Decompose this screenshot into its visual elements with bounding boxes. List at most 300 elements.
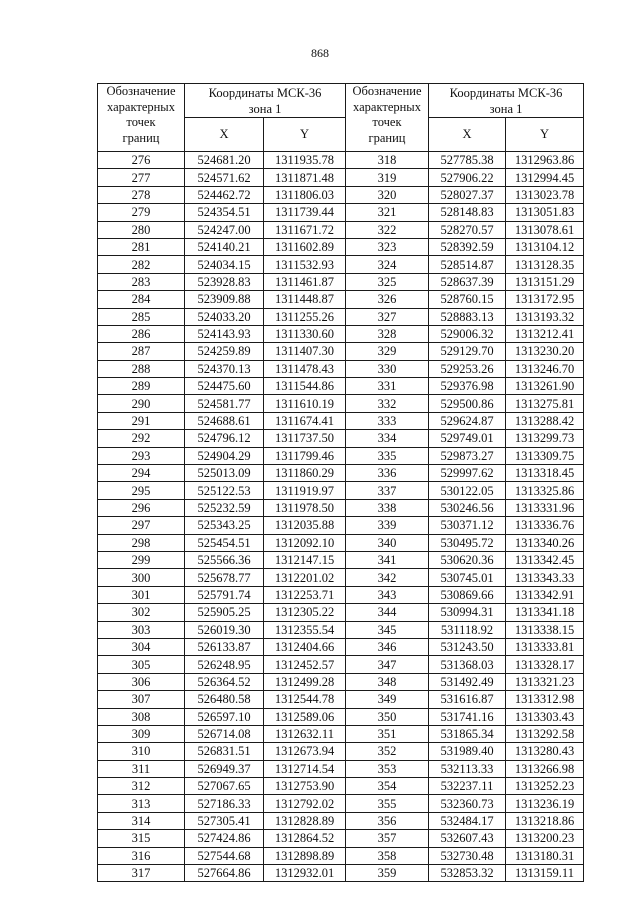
header-point-line: Обозначение: [106, 84, 176, 98]
y-coordinate-cell: 1313312.98: [506, 691, 584, 708]
point-number-cell: 320: [346, 186, 429, 203]
x-coordinate-cell: 531616.87: [429, 691, 506, 708]
y-coordinate-cell: 1313275.81: [506, 395, 584, 412]
y-coordinate-cell: 1311806.03: [264, 186, 346, 203]
point-number-cell: 310: [98, 743, 185, 760]
y-coordinate-cell: 1313051.83: [506, 204, 584, 221]
y-coordinate-cell: 1311478.43: [264, 360, 346, 377]
table-row: [346, 499, 584, 516]
y-coordinate-cell: 1312753.90: [264, 778, 346, 795]
y-coordinate-cell: 1313331.96: [506, 499, 584, 516]
y-coordinate-cell: 1312035.88: [264, 517, 346, 534]
y-coordinate-cell: 1312828.89: [264, 812, 346, 829]
y-coordinate-cell: 1313343.33: [506, 569, 584, 586]
x-coordinate-cell: 530495.72: [429, 534, 506, 551]
y-coordinate-cell: 1313151.29: [506, 273, 584, 290]
point-number-cell: 281: [98, 238, 185, 255]
x-coordinate-cell: 529749.01: [429, 430, 506, 447]
x-coordinate-cell: 530122.05: [429, 482, 506, 499]
x-coordinate-cell: 532853.32: [429, 865, 506, 882]
point-number-cell: 319: [346, 169, 429, 186]
x-coordinate-cell: 526597.10: [185, 708, 264, 725]
y-coordinate-cell: 1312201.02: [264, 569, 346, 586]
table-row: [346, 169, 584, 186]
y-coordinate-cell: 1312714.54: [264, 760, 346, 777]
x-coordinate-cell: 525905.25: [185, 604, 264, 621]
y-coordinate-cell: 1313230.20: [506, 343, 584, 360]
x-coordinate-cell: 529500.86: [429, 395, 506, 412]
x-coordinate-cell: 524475.60: [185, 378, 264, 395]
point-number-cell: 349: [346, 691, 429, 708]
point-number-cell: 328: [346, 325, 429, 342]
table-row: [98, 569, 346, 586]
table-row: [98, 760, 346, 777]
table-row: [98, 308, 346, 325]
point-number-cell: 278: [98, 186, 185, 203]
x-coordinate-cell: 531243.50: [429, 638, 506, 655]
header-point-designation: [346, 84, 429, 152]
y-coordinate-cell: 1311978.50: [264, 499, 346, 516]
table-row: [346, 865, 584, 882]
y-coordinate-cell: 1313288.42: [506, 412, 584, 429]
table-row: [346, 291, 584, 308]
x-coordinate-cell: 529253.26: [429, 360, 506, 377]
point-number-cell: 301: [98, 586, 185, 603]
y-coordinate-cell: 1313321.23: [506, 673, 584, 690]
x-coordinate-cell: 532607.43: [429, 830, 506, 847]
point-number-cell: 338: [346, 499, 429, 516]
point-number-cell: 283: [98, 273, 185, 290]
table-row: [346, 325, 584, 342]
table-row: [98, 778, 346, 795]
table-row: [346, 830, 584, 847]
point-number-cell: 344: [346, 604, 429, 621]
y-coordinate-cell: 1312092.10: [264, 534, 346, 551]
header-point-line: точек: [372, 115, 402, 129]
header-coord-line: Координаты МСК-36: [208, 85, 322, 100]
y-coordinate-cell: 1312147.15: [264, 551, 346, 568]
point-number-cell: 355: [346, 795, 429, 812]
header-coord-line: Координаты МСК-36: [449, 85, 563, 100]
point-number-cell: 339: [346, 517, 429, 534]
table-row: [98, 169, 346, 186]
table-row: [346, 517, 584, 534]
header-point-line: характерных: [353, 99, 421, 114]
x-coordinate-cell: 531368.03: [429, 656, 506, 673]
table-row: [98, 551, 346, 568]
y-coordinate-cell: 1311860.29: [264, 465, 346, 482]
point-number-cell: 289: [98, 378, 185, 395]
header-point-designation: [98, 84, 185, 152]
point-number-cell: 359: [346, 865, 429, 882]
point-number-cell: 317: [98, 865, 185, 882]
y-coordinate-cell: 1312864.52: [264, 830, 346, 847]
table-row: [346, 534, 584, 551]
table-row: [98, 691, 346, 708]
table-row: [346, 273, 584, 290]
x-coordinate-cell: 524140.21: [185, 238, 264, 255]
table-row: [98, 638, 346, 655]
point-number-cell: 342: [346, 569, 429, 586]
table-row: [346, 708, 584, 725]
y-coordinate-cell: 1313325.86: [506, 482, 584, 499]
header-x: X: [429, 118, 506, 152]
x-coordinate-cell: 525343.25: [185, 517, 264, 534]
y-coordinate-cell: 1313342.45: [506, 551, 584, 568]
point-number-cell: 314: [98, 812, 185, 829]
point-number-cell: 311: [98, 760, 185, 777]
point-number-cell: 294: [98, 465, 185, 482]
point-number-cell: 329: [346, 343, 429, 360]
coordinates-table-left: [97, 83, 346, 882]
point-number-cell: 341: [346, 551, 429, 568]
point-number-cell: 315: [98, 830, 185, 847]
table-row: [98, 238, 346, 255]
table-row: [346, 812, 584, 829]
x-coordinate-cell: 528027.37: [429, 186, 506, 203]
y-coordinate-cell: 1311448.87: [264, 291, 346, 308]
x-coordinate-cell: 529376.98: [429, 378, 506, 395]
table-row: [98, 673, 346, 690]
x-coordinate-cell: 530371.12: [429, 517, 506, 534]
y-coordinate-cell: 1313318.45: [506, 465, 584, 482]
point-number-cell: 295: [98, 482, 185, 499]
y-coordinate-cell: 1311461.87: [264, 273, 346, 290]
y-coordinate-cell: 1313252.23: [506, 778, 584, 795]
x-coordinate-cell: 528883.13: [429, 308, 506, 325]
table-row: [98, 152, 346, 169]
point-number-cell: 326: [346, 291, 429, 308]
point-number-cell: 346: [346, 638, 429, 655]
table-body: [98, 152, 346, 882]
y-coordinate-cell: 1312994.45: [506, 169, 584, 186]
x-coordinate-cell: 524247.00: [185, 221, 264, 238]
point-number-cell: 335: [346, 447, 429, 464]
x-coordinate-cell: 524688.61: [185, 412, 264, 429]
x-coordinate-cell: 523909.88: [185, 291, 264, 308]
header-x: X: [185, 118, 264, 152]
x-coordinate-cell: 527067.65: [185, 778, 264, 795]
y-coordinate-cell: 1313023.78: [506, 186, 584, 203]
x-coordinate-cell: 525566.36: [185, 551, 264, 568]
y-coordinate-cell: 1313200.23: [506, 830, 584, 847]
point-number-cell: 282: [98, 256, 185, 273]
table-row: [346, 221, 584, 238]
point-number-cell: 276: [98, 152, 185, 169]
table-row: [98, 795, 346, 812]
point-number-cell: 336: [346, 465, 429, 482]
point-number-cell: 308: [98, 708, 185, 725]
x-coordinate-cell: 530745.01: [429, 569, 506, 586]
y-coordinate-cell: 1313292.58: [506, 725, 584, 742]
point-number-cell: 284: [98, 291, 185, 308]
point-number-cell: 304: [98, 638, 185, 655]
x-coordinate-cell: 524033.20: [185, 308, 264, 325]
table-row: [346, 569, 584, 586]
header-point-line: границ: [122, 130, 160, 145]
table-row: [98, 708, 346, 725]
x-coordinate-cell: 527544.68: [185, 847, 264, 864]
table-row: [98, 256, 346, 273]
table-row: [98, 534, 346, 551]
y-coordinate-cell: 1312305.22: [264, 604, 346, 621]
point-number-cell: 288: [98, 360, 185, 377]
x-coordinate-cell: 523928.83: [185, 273, 264, 290]
point-number-cell: 331: [346, 378, 429, 395]
table-row: [346, 778, 584, 795]
x-coordinate-cell: 528148.83: [429, 204, 506, 221]
point-number-cell: 357: [346, 830, 429, 847]
table-row: [98, 465, 346, 482]
point-number-cell: 291: [98, 412, 185, 429]
point-number-cell: 333: [346, 412, 429, 429]
y-coordinate-cell: 1313328.17: [506, 656, 584, 673]
table-row: [346, 465, 584, 482]
y-coordinate-cell: 1311737.50: [264, 430, 346, 447]
point-number-cell: 323: [346, 238, 429, 255]
page-number: 868: [311, 46, 329, 60]
point-number-cell: 337: [346, 482, 429, 499]
point-number-cell: 287: [98, 343, 185, 360]
x-coordinate-cell: 524354.51: [185, 204, 264, 221]
y-coordinate-cell: 1312544.78: [264, 691, 346, 708]
x-coordinate-cell: 532730.48: [429, 847, 506, 864]
x-coordinate-cell: 527305.41: [185, 812, 264, 829]
point-number-cell: 279: [98, 204, 185, 221]
y-coordinate-cell: 1312932.01: [264, 865, 346, 882]
x-coordinate-cell: 529129.70: [429, 343, 506, 360]
point-number-cell: 297: [98, 517, 185, 534]
y-coordinate-cell: 1312253.71: [264, 586, 346, 603]
x-coordinate-cell: 529624.87: [429, 412, 506, 429]
point-number-cell: 343: [346, 586, 429, 603]
x-coordinate-cell: 528514.87: [429, 256, 506, 273]
x-coordinate-cell: 530994.31: [429, 604, 506, 621]
y-coordinate-cell: 1313303.43: [506, 708, 584, 725]
table-row: [346, 395, 584, 412]
y-coordinate-cell: 1311674.41: [264, 412, 346, 429]
x-coordinate-cell: 527906.22: [429, 169, 506, 186]
y-coordinate-cell: 1313280.43: [506, 743, 584, 760]
table-row: [346, 412, 584, 429]
table-row: [346, 551, 584, 568]
point-number-cell: 312: [98, 778, 185, 795]
point-number-cell: 340: [346, 534, 429, 551]
y-coordinate-cell: 1311919.97: [264, 482, 346, 499]
table-row: [346, 725, 584, 742]
point-number-cell: 299: [98, 551, 185, 568]
x-coordinate-cell: 526949.37: [185, 760, 264, 777]
point-number-cell: 321: [346, 204, 429, 221]
point-number-cell: 334: [346, 430, 429, 447]
point-number-cell: 351: [346, 725, 429, 742]
point-number-cell: 332: [346, 395, 429, 412]
y-coordinate-cell: 1313341.18: [506, 604, 584, 621]
header-coord-line: зона 1: [248, 101, 282, 116]
x-coordinate-cell: 529006.32: [429, 325, 506, 342]
table-row: [346, 621, 584, 638]
header-y: Y: [506, 118, 584, 152]
point-number-cell: 313: [98, 795, 185, 812]
table-row: [98, 412, 346, 429]
table-row: [98, 221, 346, 238]
y-coordinate-cell: 1311739.44: [264, 204, 346, 221]
x-coordinate-cell: 526714.08: [185, 725, 264, 742]
table-row: [98, 621, 346, 638]
table-row: [98, 360, 346, 377]
table-row: [98, 499, 346, 516]
y-coordinate-cell: 1313261.90: [506, 378, 584, 395]
header-coordinate-system: [185, 84, 346, 118]
point-number-cell: 327: [346, 308, 429, 325]
point-number-cell: 309: [98, 725, 185, 742]
point-number-cell: 277: [98, 169, 185, 186]
point-number-cell: 286: [98, 325, 185, 342]
table-row: [346, 795, 584, 812]
y-coordinate-cell: 1313266.98: [506, 760, 584, 777]
x-coordinate-cell: 525791.74: [185, 586, 264, 603]
point-number-cell: 354: [346, 778, 429, 795]
point-number-cell: 324: [346, 256, 429, 273]
x-coordinate-cell: 531865.34: [429, 725, 506, 742]
table-row: [98, 743, 346, 760]
table-row: [98, 847, 346, 864]
y-coordinate-cell: 1313218.86: [506, 812, 584, 829]
table-row: [98, 830, 346, 847]
point-number-cell: 356: [346, 812, 429, 829]
point-number-cell: 347: [346, 656, 429, 673]
y-coordinate-cell: 1312499.28: [264, 673, 346, 690]
y-coordinate-cell: 1311799.46: [264, 447, 346, 464]
point-number-cell: 318: [346, 152, 429, 169]
point-number-cell: 352: [346, 743, 429, 760]
table-row: [98, 586, 346, 603]
y-coordinate-cell: 1312898.89: [264, 847, 346, 864]
point-number-cell: 300: [98, 569, 185, 586]
x-coordinate-cell: 524034.15: [185, 256, 264, 273]
coordinates-table-right: [345, 83, 584, 882]
x-coordinate-cell: 526248.95: [185, 656, 264, 673]
table-row: [346, 638, 584, 655]
x-coordinate-cell: 525122.53: [185, 482, 264, 499]
table-row: [346, 152, 584, 169]
table-row: [98, 482, 346, 499]
x-coordinate-cell: 532484.17: [429, 812, 506, 829]
table-row: [346, 360, 584, 377]
table-row: [346, 691, 584, 708]
x-coordinate-cell: 528760.15: [429, 291, 506, 308]
y-coordinate-cell: 1313299.73: [506, 430, 584, 447]
point-number-cell: 293: [98, 447, 185, 464]
header-point-line: точек: [126, 115, 156, 129]
header-y: Y: [264, 118, 346, 152]
table-body: [346, 152, 584, 882]
header-point-line: границ: [368, 130, 406, 145]
point-number-cell: 350: [346, 708, 429, 725]
x-coordinate-cell: 524259.89: [185, 343, 264, 360]
x-coordinate-cell: 529873.27: [429, 447, 506, 464]
x-coordinate-cell: 528392.59: [429, 238, 506, 255]
header-point-line: характерных: [107, 99, 175, 114]
point-number-cell: 307: [98, 691, 185, 708]
table-row: [346, 447, 584, 464]
point-number-cell: 353: [346, 760, 429, 777]
table-row: [98, 186, 346, 203]
x-coordinate-cell: 532360.73: [429, 795, 506, 812]
table-row: [98, 430, 346, 447]
table-row: [98, 273, 346, 290]
y-coordinate-cell: 1313338.15: [506, 621, 584, 638]
x-coordinate-cell: 524571.62: [185, 169, 264, 186]
x-coordinate-cell: 526364.52: [185, 673, 264, 690]
y-coordinate-cell: 1311602.89: [264, 238, 346, 255]
x-coordinate-cell: 524370.13: [185, 360, 264, 377]
table-row: [98, 656, 346, 673]
x-coordinate-cell: 532113.33: [429, 760, 506, 777]
table-row: [98, 604, 346, 621]
x-coordinate-cell: 524581.77: [185, 395, 264, 412]
y-coordinate-cell: 1312792.02: [264, 795, 346, 812]
y-coordinate-cell: 1313340.26: [506, 534, 584, 551]
y-coordinate-cell: 1313180.31: [506, 847, 584, 864]
y-coordinate-cell: 1311255.26: [264, 308, 346, 325]
y-coordinate-cell: 1313342.91: [506, 586, 584, 603]
y-coordinate-cell: 1311935.78: [264, 152, 346, 169]
table-row: [346, 743, 584, 760]
x-coordinate-cell: 524462.72: [185, 186, 264, 203]
x-coordinate-cell: 530620.36: [429, 551, 506, 568]
table-row: [346, 204, 584, 221]
y-coordinate-cell: 1313212.41: [506, 325, 584, 342]
x-coordinate-cell: 526133.87: [185, 638, 264, 655]
x-coordinate-cell: 526019.30: [185, 621, 264, 638]
table-row: [346, 604, 584, 621]
header-coord-line: зона 1: [489, 101, 523, 116]
y-coordinate-cell: 1312673.94: [264, 743, 346, 760]
point-number-cell: 280: [98, 221, 185, 238]
point-number-cell: 302: [98, 604, 185, 621]
x-coordinate-cell: 530246.56: [429, 499, 506, 516]
y-coordinate-cell: 1312963.86: [506, 152, 584, 169]
x-coordinate-cell: 531118.92: [429, 621, 506, 638]
x-coordinate-cell: 524681.20: [185, 152, 264, 169]
y-coordinate-cell: 1312404.66: [264, 638, 346, 655]
point-number-cell: 345: [346, 621, 429, 638]
x-coordinate-cell: 528637.39: [429, 273, 506, 290]
table-row: [98, 395, 346, 412]
y-coordinate-cell: 1311532.93: [264, 256, 346, 273]
x-coordinate-cell: 529997.62: [429, 465, 506, 482]
table-row: [346, 673, 584, 690]
y-coordinate-cell: 1311871.48: [264, 169, 346, 186]
point-number-cell: 322: [346, 221, 429, 238]
table-row: [98, 204, 346, 221]
table-row: [346, 847, 584, 864]
x-coordinate-cell: 531741.16: [429, 708, 506, 725]
x-coordinate-cell: 525454.51: [185, 534, 264, 551]
point-number-cell: 303: [98, 621, 185, 638]
table-row: [98, 725, 346, 742]
x-coordinate-cell: 525232.59: [185, 499, 264, 516]
x-coordinate-cell: 527186.33: [185, 795, 264, 812]
table-row: [346, 586, 584, 603]
x-coordinate-cell: 527664.86: [185, 865, 264, 882]
point-number-cell: 298: [98, 534, 185, 551]
point-number-cell: 316: [98, 847, 185, 864]
y-coordinate-cell: 1313128.35: [506, 256, 584, 273]
y-coordinate-cell: 1313104.12: [506, 238, 584, 255]
y-coordinate-cell: 1313333.81: [506, 638, 584, 655]
